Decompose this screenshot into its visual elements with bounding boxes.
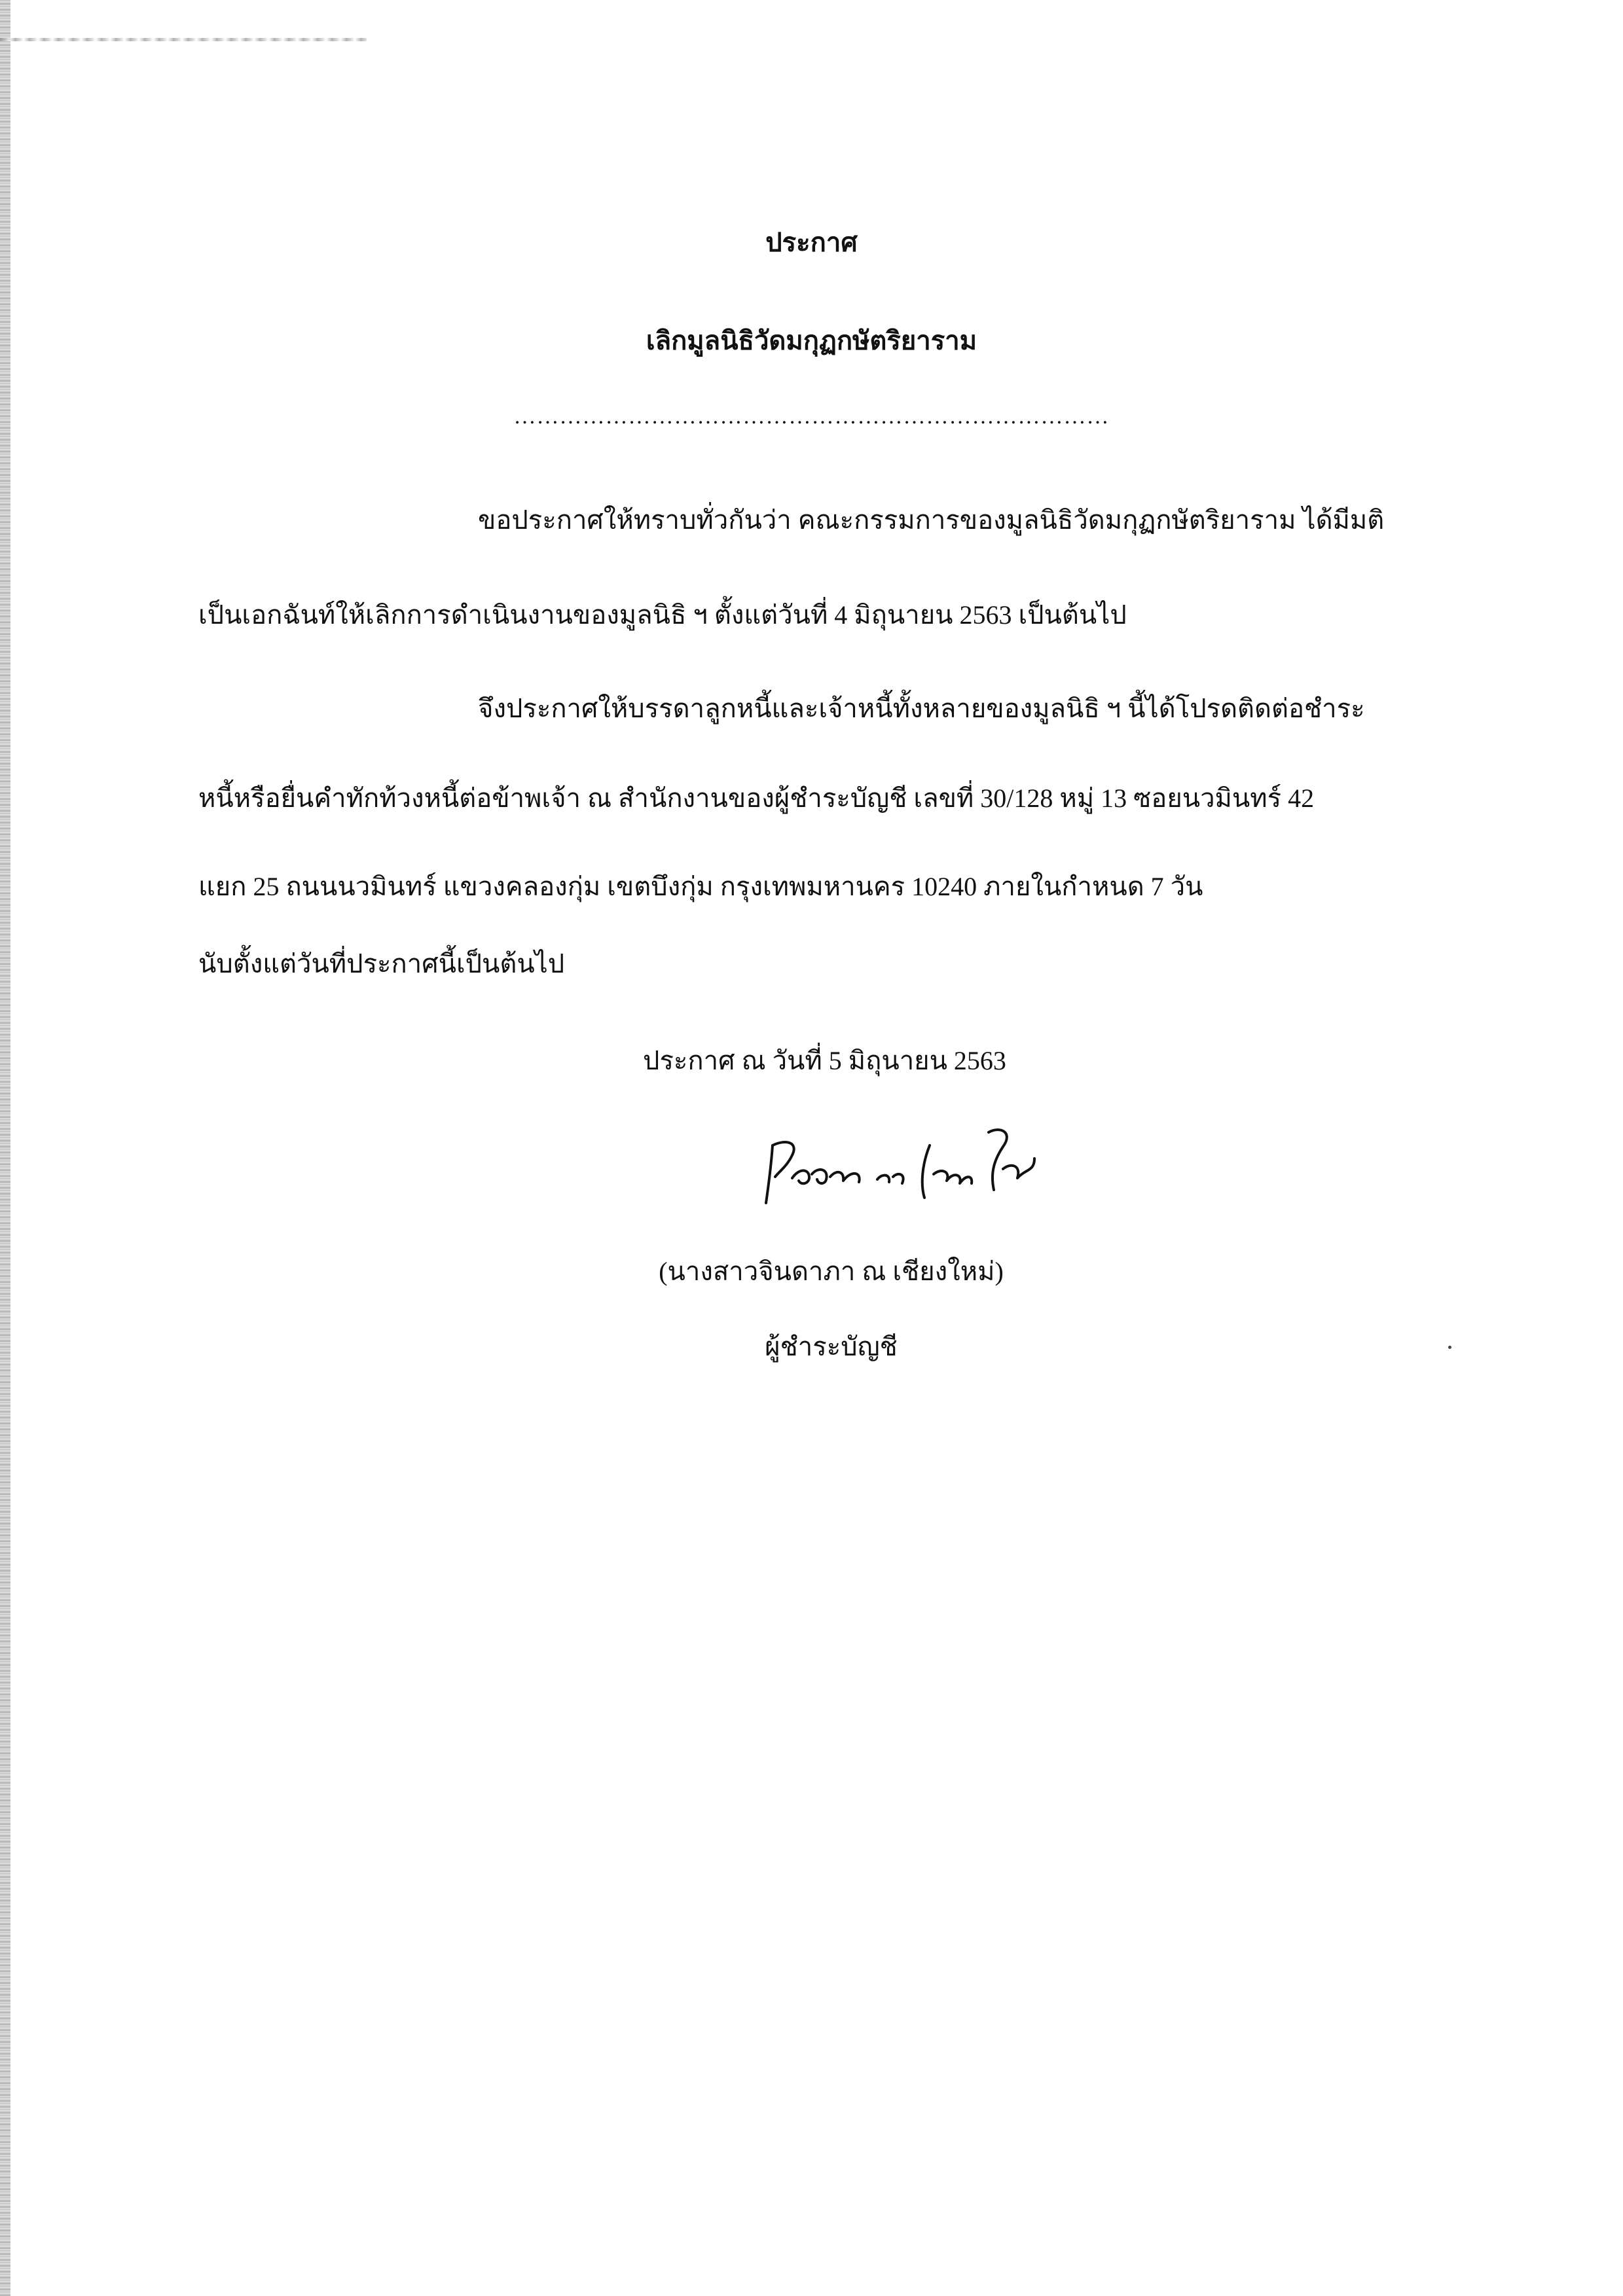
scan-edge-top	[0, 38, 367, 41]
body-line-3: จึงประกาศให้บรรดาลูกหนี้และเจ้าหนี้ทั้งหลายของมูลนิธิ ฯ นี้ได้โปรดติดต่อชำระ	[478, 694, 1365, 723]
body-line-5: แยก 25 ถนนนวมินทร์ แขวงคลองกุ่ม เขตบึงกุ่ม กรุงเทพมหานคร 10240 ภายในกำหนด 7 วัน	[198, 872, 1203, 901]
handwritten-signature	[746, 1106, 1054, 1217]
scan-speck	[1448, 1346, 1451, 1349]
body-line-4: หนี้หรือยื่นคำทักท้วงหนี้ต่อข้าพเจ้า ณ สำนักงานของผู้ชำระบัญชี เลขที่ 30/128 หมู่ 13 ซอยนวมินทร์ 42	[198, 783, 1315, 813]
signer-name: (นางสาวจินดาภา ณ เชียงใหม่)	[659, 1257, 1004, 1286]
body-line-6: นับตั้งแต่วันที่ประกาศนี้เป็นต้นไป	[198, 949, 565, 978]
signer-role: ผู้ชำระบัญชี	[765, 1332, 898, 1361]
body-line-1: ขอประกาศให้ทราบทั่วกันว่า คณะกรรมการของมูลนิธิวัดมกุฏกษัตริยาราม ได้มีมติ	[478, 505, 1385, 535]
announcement-date: ประกาศ ณ วันที่ 5 มิถุนายน 2563	[643, 1046, 1006, 1075]
document-subtitle: เลิกมูลนิธิวัดมกุฏกษัตริยาราม	[646, 326, 977, 355]
document-title: ประกาศ	[765, 228, 858, 257]
dotted-divider: ……………………………………………………………………	[513, 404, 1110, 429]
body-line-2: เป็นเอกฉันท์ให้เลิกการดำเนินงานของมูลนิธิ ฯ ตั้งแต่วันที่ 4 มิถุนายน 2563 เป็นต้นไป	[198, 600, 1127, 630]
